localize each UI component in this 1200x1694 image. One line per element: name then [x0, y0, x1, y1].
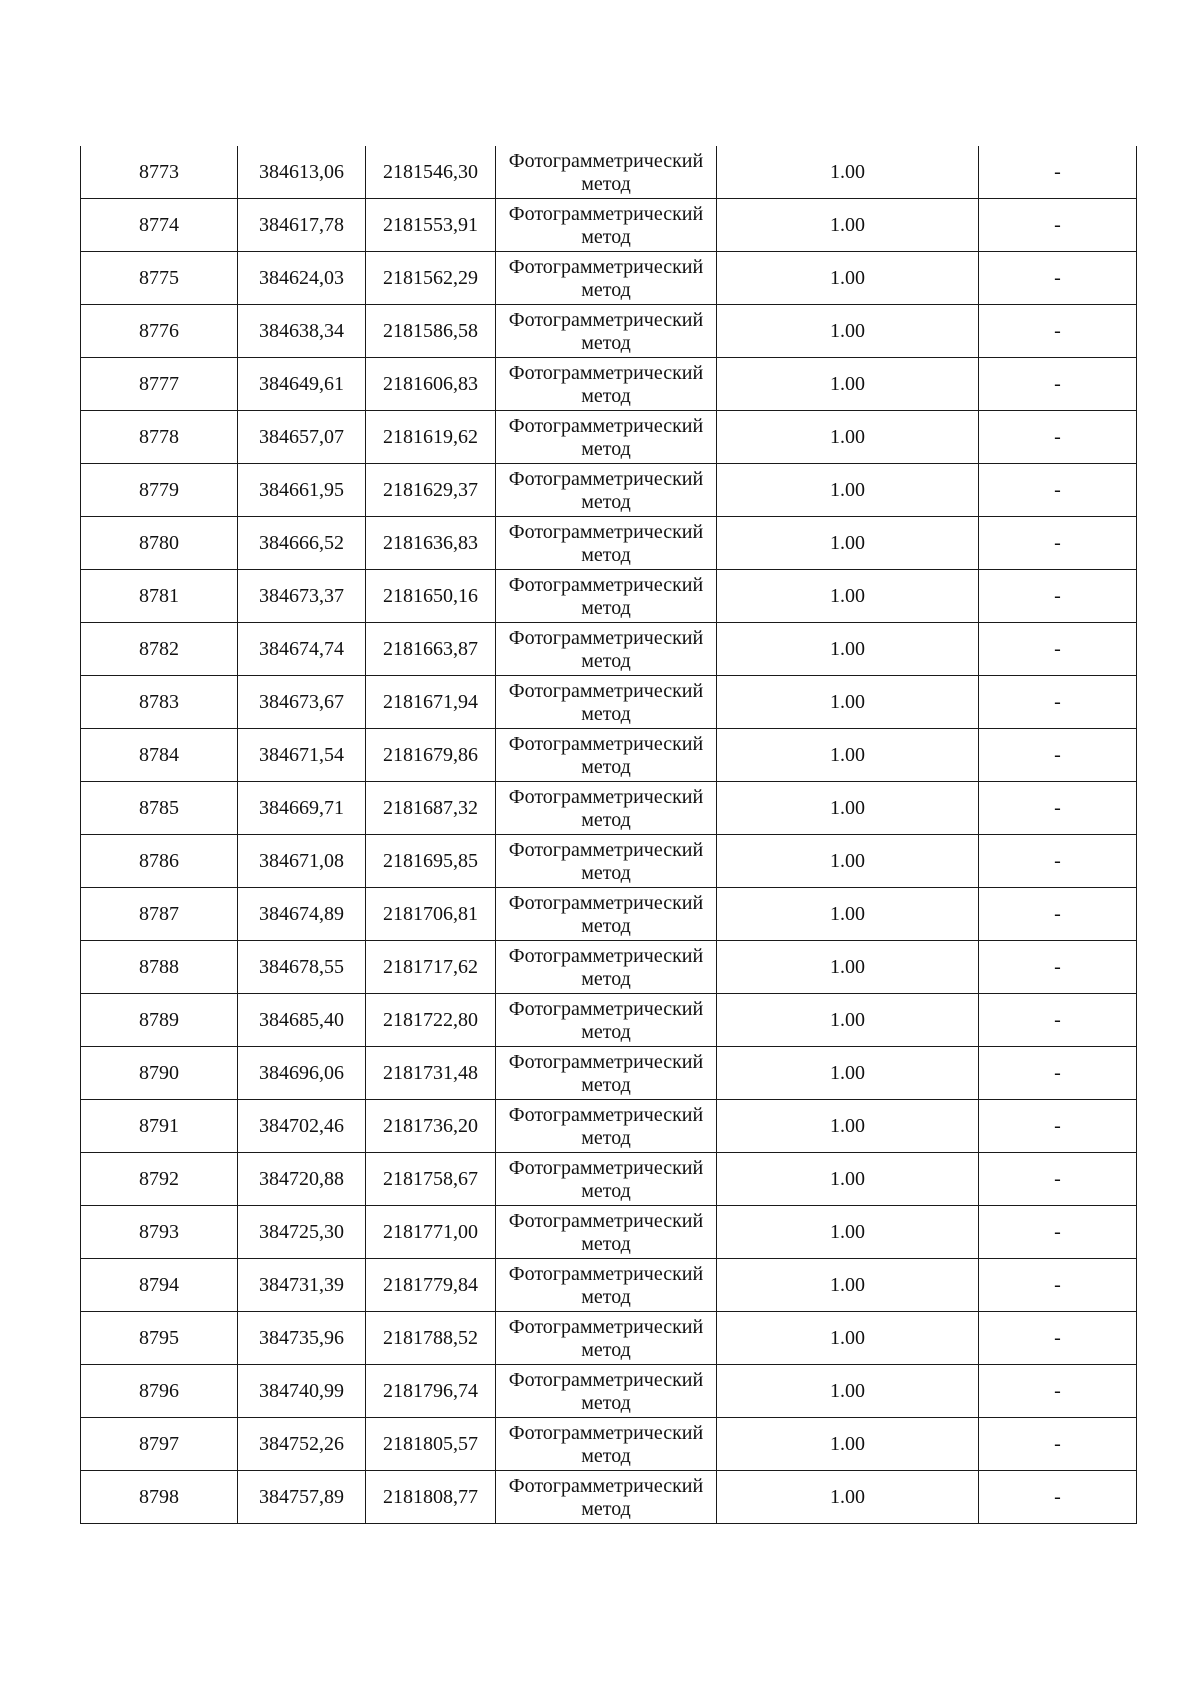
- extra-cell: -: [979, 411, 1137, 464]
- extra-cell: -: [979, 570, 1137, 623]
- method-line-1: Фотограмметрический: [508, 1263, 704, 1285]
- method-line-1: Фотограмметрический: [508, 309, 704, 331]
- table-row: [81, 941, 1137, 994]
- point-number-cell: 8776: [81, 305, 238, 358]
- y-coordinate-cell: 2181586,58: [366, 305, 496, 358]
- y-coordinate-cell: 2181636,83: [366, 517, 496, 570]
- extra-cell: -: [979, 782, 1137, 835]
- y-coordinate-cell: 2181706,81: [366, 888, 496, 941]
- extra-cell: -: [979, 1365, 1137, 1418]
- table-row: [81, 623, 1137, 676]
- y-coordinate-cell: 2181695,85: [366, 835, 496, 888]
- x-coordinate-cell: 384731,39: [238, 1259, 366, 1312]
- point-number-cell: 8790: [81, 1047, 238, 1100]
- coordinates-table-body: [81, 146, 1137, 1524]
- accuracy-cell: 1.00: [717, 199, 979, 252]
- extra-cell: -: [979, 1206, 1137, 1259]
- table-row: [81, 1471, 1137, 1524]
- extra-cell: -: [979, 199, 1137, 252]
- method-line-1: Фотограмметрический: [508, 1422, 704, 1444]
- method-line-1: Фотограмметрический: [508, 256, 704, 278]
- point-number-cell: 8780: [81, 517, 238, 570]
- x-coordinate-cell: 384671,54: [238, 729, 366, 782]
- method-line-1: Фотограмметрический: [508, 733, 704, 755]
- extra-cell: -: [979, 676, 1137, 729]
- method-line-2: метод: [581, 1392, 631, 1414]
- point-number-cell: 8794: [81, 1259, 238, 1312]
- accuracy-cell: 1.00: [717, 676, 979, 729]
- accuracy-cell: 1.00: [717, 146, 979, 199]
- table-row: [81, 252, 1137, 305]
- extra-cell: -: [979, 1100, 1137, 1153]
- table-row: [81, 729, 1137, 782]
- extra-cell: -: [979, 1418, 1137, 1471]
- table-row: [81, 994, 1137, 1047]
- method-line-2: метод: [581, 597, 631, 619]
- method-cell: [496, 1153, 717, 1206]
- point-number-cell: 8791: [81, 1100, 238, 1153]
- method-line-1: Фотограмметрический: [508, 574, 704, 596]
- x-coordinate-cell: 384752,26: [238, 1418, 366, 1471]
- extra-cell: -: [979, 1153, 1137, 1206]
- point-number-cell: 8778: [81, 411, 238, 464]
- x-coordinate-cell: 384661,95: [238, 464, 366, 517]
- method-cell: [496, 994, 717, 1047]
- accuracy-cell: 1.00: [717, 358, 979, 411]
- point-number-cell: 8788: [81, 941, 238, 994]
- x-coordinate-cell: 384671,08: [238, 835, 366, 888]
- y-coordinate-cell: 2181562,29: [366, 252, 496, 305]
- extra-cell: -: [979, 1471, 1137, 1524]
- table-row: [81, 411, 1137, 464]
- y-coordinate-cell: 2181546,30: [366, 146, 496, 199]
- x-coordinate-cell: 384673,37: [238, 570, 366, 623]
- x-coordinate-cell: 384638,34: [238, 305, 366, 358]
- y-coordinate-cell: 2181731,48: [366, 1047, 496, 1100]
- table-row: [81, 1153, 1137, 1206]
- method-line-2: метод: [581, 491, 631, 513]
- accuracy-cell: 1.00: [717, 1047, 979, 1100]
- method-cell: [496, 464, 717, 517]
- method-line-1: Фотограмметрический: [508, 203, 704, 225]
- point-number-cell: 8797: [81, 1418, 238, 1471]
- y-coordinate-cell: 2181805,57: [366, 1418, 496, 1471]
- method-cell: [496, 782, 717, 835]
- method-cell: [496, 252, 717, 305]
- method-line-1: Фотограмметрический: [508, 1104, 704, 1126]
- method-line-2: метод: [581, 809, 631, 831]
- method-cell: [496, 570, 717, 623]
- method-line-1: Фотограмметрический: [508, 786, 704, 808]
- accuracy-cell: 1.00: [717, 994, 979, 1047]
- method-line-2: метод: [581, 703, 631, 725]
- extra-cell: -: [979, 358, 1137, 411]
- accuracy-cell: 1.00: [717, 941, 979, 994]
- x-coordinate-cell: 384617,78: [238, 199, 366, 252]
- extra-cell: -: [979, 888, 1137, 941]
- method-cell: [496, 941, 717, 994]
- method-line-2: метод: [581, 1127, 631, 1149]
- point-number-cell: 8793: [81, 1206, 238, 1259]
- method-line-1: Фотограмметрический: [508, 1369, 704, 1391]
- accuracy-cell: 1.00: [717, 411, 979, 464]
- point-number-cell: 8781: [81, 570, 238, 623]
- method-cell: [496, 305, 717, 358]
- y-coordinate-cell: 2181687,32: [366, 782, 496, 835]
- method-cell: [496, 1365, 717, 1418]
- extra-cell: -: [979, 729, 1137, 782]
- extra-cell: -: [979, 994, 1137, 1047]
- extra-cell: -: [979, 464, 1137, 517]
- x-coordinate-cell: 384673,67: [238, 676, 366, 729]
- accuracy-cell: 1.00: [717, 1259, 979, 1312]
- method-line-2: метод: [581, 650, 631, 672]
- table-row: [81, 1312, 1137, 1365]
- method-line-2: метод: [581, 1021, 631, 1043]
- y-coordinate-cell: 2181722,80: [366, 994, 496, 1047]
- method-cell: [496, 888, 717, 941]
- point-number-cell: 8774: [81, 199, 238, 252]
- method-cell: [496, 146, 717, 199]
- method-cell: [496, 1471, 717, 1524]
- method-line-2: метод: [581, 1074, 631, 1096]
- method-line-1: Фотограмметрический: [508, 415, 704, 437]
- x-coordinate-cell: 384657,07: [238, 411, 366, 464]
- point-number-cell: 8798: [81, 1471, 238, 1524]
- table-row: [81, 358, 1137, 411]
- method-line-1: Фотограмметрический: [508, 1210, 704, 1232]
- extra-cell: -: [979, 146, 1137, 199]
- extra-cell: -: [979, 835, 1137, 888]
- y-coordinate-cell: 2181796,74: [366, 1365, 496, 1418]
- method-line-2: метод: [581, 1286, 631, 1308]
- method-line-2: метод: [581, 173, 631, 195]
- point-number-cell: 8773: [81, 146, 238, 199]
- method-line-2: метод: [581, 1498, 631, 1520]
- table-row: [81, 782, 1137, 835]
- table-row: [81, 146, 1137, 199]
- accuracy-cell: 1.00: [717, 835, 979, 888]
- table-row: [81, 1100, 1137, 1153]
- y-coordinate-cell: 2181679,86: [366, 729, 496, 782]
- method-line-1: Фотограмметрический: [508, 839, 704, 861]
- table-row: [81, 1365, 1137, 1418]
- table-row: [81, 199, 1137, 252]
- method-cell: [496, 1100, 717, 1153]
- point-number-cell: 8782: [81, 623, 238, 676]
- method-cell: [496, 835, 717, 888]
- method-line-1: Фотограмметрический: [508, 892, 704, 914]
- method-cell: [496, 411, 717, 464]
- method-cell: [496, 358, 717, 411]
- accuracy-cell: 1.00: [717, 305, 979, 358]
- accuracy-cell: 1.00: [717, 570, 979, 623]
- extra-cell: -: [979, 941, 1137, 994]
- method-line-2: метод: [581, 544, 631, 566]
- method-cell: [496, 517, 717, 570]
- method-line-1: Фотограмметрический: [508, 998, 704, 1020]
- y-coordinate-cell: 2181663,87: [366, 623, 496, 676]
- y-coordinate-cell: 2181717,62: [366, 941, 496, 994]
- y-coordinate-cell: 2181553,91: [366, 199, 496, 252]
- point-number-cell: 8795: [81, 1312, 238, 1365]
- method-line-2: метод: [581, 915, 631, 937]
- point-number-cell: 8789: [81, 994, 238, 1047]
- table-row: [81, 464, 1137, 517]
- table-row: [81, 888, 1137, 941]
- method-cell: [496, 1206, 717, 1259]
- extra-cell: -: [979, 252, 1137, 305]
- point-number-cell: 8792: [81, 1153, 238, 1206]
- x-coordinate-cell: 384735,96: [238, 1312, 366, 1365]
- extra-cell: -: [979, 305, 1137, 358]
- method-line-1: Фотограмметрический: [508, 150, 704, 172]
- method-cell: [496, 1418, 717, 1471]
- method-line-1: Фотограмметрический: [508, 468, 704, 490]
- coordinates-table: [80, 146, 1137, 1524]
- y-coordinate-cell: 2181629,37: [366, 464, 496, 517]
- method-line-2: метод: [581, 438, 631, 460]
- table-row: [81, 1206, 1137, 1259]
- point-number-cell: 8785: [81, 782, 238, 835]
- x-coordinate-cell: 384720,88: [238, 1153, 366, 1206]
- x-coordinate-cell: 384685,40: [238, 994, 366, 1047]
- y-coordinate-cell: 2181606,83: [366, 358, 496, 411]
- method-line-2: метод: [581, 968, 631, 990]
- method-line-2: метод: [581, 332, 631, 354]
- accuracy-cell: 1.00: [717, 729, 979, 782]
- method-line-2: метод: [581, 226, 631, 248]
- accuracy-cell: 1.00: [717, 1100, 979, 1153]
- y-coordinate-cell: 2181808,77: [366, 1471, 496, 1524]
- point-number-cell: 8775: [81, 252, 238, 305]
- table-row: [81, 1259, 1137, 1312]
- accuracy-cell: 1.00: [717, 1312, 979, 1365]
- x-coordinate-cell: 384678,55: [238, 941, 366, 994]
- x-coordinate-cell: 384725,30: [238, 1206, 366, 1259]
- table-row: [81, 1418, 1137, 1471]
- accuracy-cell: 1.00: [717, 517, 979, 570]
- x-coordinate-cell: 384613,06: [238, 146, 366, 199]
- table-row: [81, 1047, 1137, 1100]
- point-number-cell: 8786: [81, 835, 238, 888]
- y-coordinate-cell: 2181779,84: [366, 1259, 496, 1312]
- method-line-2: метод: [581, 1180, 631, 1202]
- point-number-cell: 8784: [81, 729, 238, 782]
- point-number-cell: 8783: [81, 676, 238, 729]
- x-coordinate-cell: 384669,71: [238, 782, 366, 835]
- method-cell: [496, 199, 717, 252]
- point-number-cell: 8787: [81, 888, 238, 941]
- method-line-1: Фотограмметрический: [508, 627, 704, 649]
- method-line-2: метод: [581, 279, 631, 301]
- table-row: [81, 305, 1137, 358]
- method-line-1: Фотограмметрический: [508, 1157, 704, 1179]
- point-number-cell: 8796: [81, 1365, 238, 1418]
- accuracy-cell: 1.00: [717, 252, 979, 305]
- method-line-2: метод: [581, 756, 631, 778]
- extra-cell: -: [979, 517, 1137, 570]
- y-coordinate-cell: 2181619,62: [366, 411, 496, 464]
- method-cell: [496, 1259, 717, 1312]
- table-row: [81, 676, 1137, 729]
- method-line-1: Фотограмметрический: [508, 1051, 704, 1073]
- y-coordinate-cell: 2181771,00: [366, 1206, 496, 1259]
- accuracy-cell: 1.00: [717, 1206, 979, 1259]
- accuracy-cell: 1.00: [717, 623, 979, 676]
- method-line-1: Фотограмметрический: [508, 945, 704, 967]
- method-cell: [496, 676, 717, 729]
- table-row: [81, 517, 1137, 570]
- method-cell: [496, 1312, 717, 1365]
- accuracy-cell: 1.00: [717, 888, 979, 941]
- point-number-cell: 8777: [81, 358, 238, 411]
- method-line-1: Фотограмметрический: [508, 521, 704, 543]
- extra-cell: -: [979, 623, 1137, 676]
- method-line-1: Фотограмметрический: [508, 362, 704, 384]
- accuracy-cell: 1.00: [717, 1153, 979, 1206]
- x-coordinate-cell: 384740,99: [238, 1365, 366, 1418]
- y-coordinate-cell: 2181758,67: [366, 1153, 496, 1206]
- y-coordinate-cell: 2181671,94: [366, 676, 496, 729]
- table-row: [81, 835, 1137, 888]
- method-line-2: метод: [581, 385, 631, 407]
- y-coordinate-cell: 2181788,52: [366, 1312, 496, 1365]
- x-coordinate-cell: 384702,46: [238, 1100, 366, 1153]
- x-coordinate-cell: 384696,06: [238, 1047, 366, 1100]
- method-cell: [496, 1047, 717, 1100]
- accuracy-cell: 1.00: [717, 464, 979, 517]
- extra-cell: -: [979, 1259, 1137, 1312]
- accuracy-cell: 1.00: [717, 1471, 979, 1524]
- extra-cell: -: [979, 1312, 1137, 1365]
- x-coordinate-cell: 384674,74: [238, 623, 366, 676]
- x-coordinate-cell: 384649,61: [238, 358, 366, 411]
- method-line-2: метод: [581, 862, 631, 884]
- x-coordinate-cell: 384757,89: [238, 1471, 366, 1524]
- x-coordinate-cell: 384624,03: [238, 252, 366, 305]
- method-cell: [496, 623, 717, 676]
- table-row: [81, 570, 1137, 623]
- method-line-1: Фотограмметрический: [508, 1475, 704, 1497]
- extra-cell: -: [979, 1047, 1137, 1100]
- point-number-cell: 8779: [81, 464, 238, 517]
- method-line-1: Фотограмметрический: [508, 1316, 704, 1338]
- method-line-2: метод: [581, 1445, 631, 1467]
- accuracy-cell: 1.00: [717, 1365, 979, 1418]
- x-coordinate-cell: 384666,52: [238, 517, 366, 570]
- method-line-1: Фотограмметрический: [508, 680, 704, 702]
- accuracy-cell: 1.00: [717, 1418, 979, 1471]
- y-coordinate-cell: 2181650,16: [366, 570, 496, 623]
- y-coordinate-cell: 2181736,20: [366, 1100, 496, 1153]
- accuracy-cell: 1.00: [717, 782, 979, 835]
- method-line-2: метод: [581, 1339, 631, 1361]
- x-coordinate-cell: 384674,89: [238, 888, 366, 941]
- method-cell: [496, 729, 717, 782]
- method-line-2: метод: [581, 1233, 631, 1255]
